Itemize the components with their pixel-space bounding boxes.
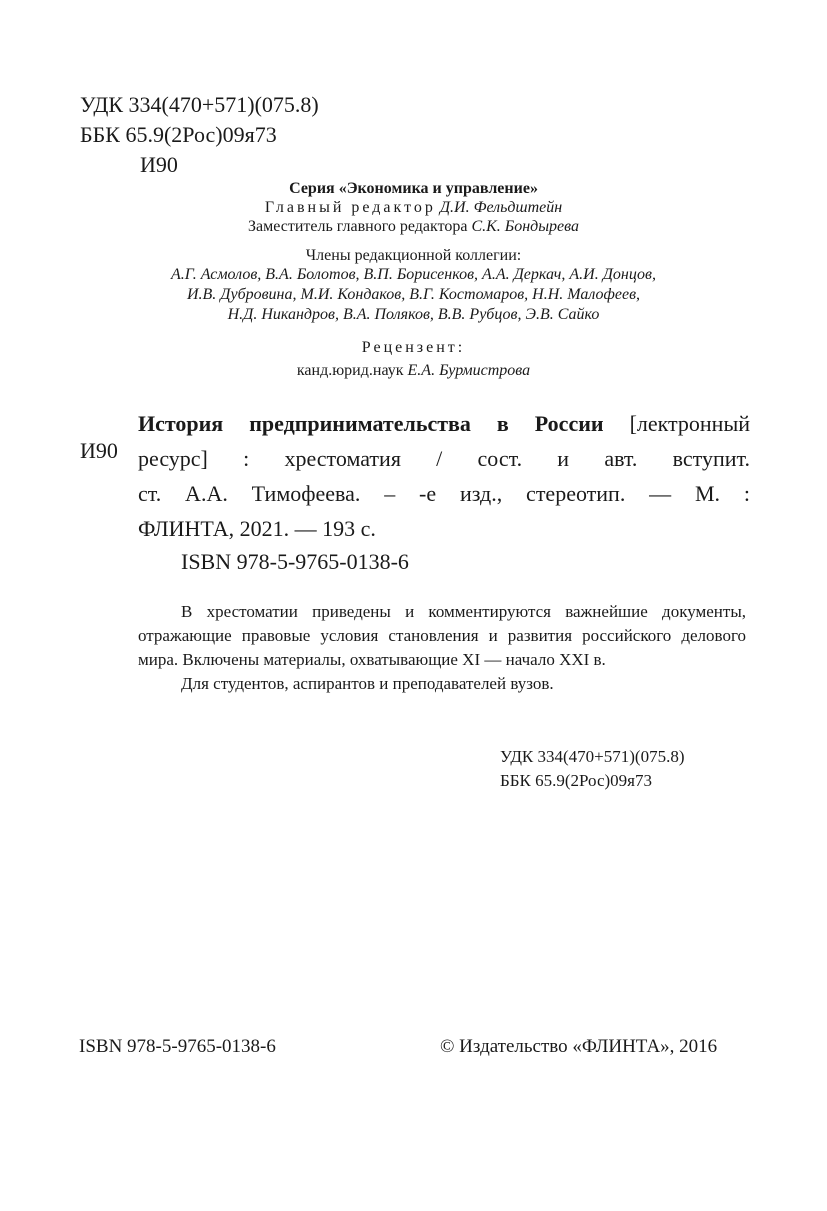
series-title: [0, 179, 827, 198]
reviewer-name: Е.А. Бурмистрова: [407, 362, 531, 379]
series-name: Серия «Экономика и управление»: [289, 180, 538, 197]
reviewer-degree: канд.юрид.наук: [296, 362, 404, 379]
reviewer-line: [0, 361, 827, 380]
annotation-paragraph-2: Для студентов, аспирантов и преподавателей вузов.: [181, 674, 554, 693]
board-members-text: И.В. Дубровина, М.И. Кондаков, В.Г. Костомаров, Н.Н. Малофеев,: [186, 286, 641, 303]
catalog-line-1: [138, 406, 750, 441]
chief-editor-label: Главный редактор: [264, 199, 436, 216]
catalog-isbn: ISBN 978-5-9765-0138-6: [181, 549, 409, 574]
catalog-entry: [138, 406, 750, 546]
author-sign: И90: [140, 152, 178, 177]
catalog-line-3: ст. А.А. Тимофеева. – -е изд., стереотип. — М. :: [138, 481, 750, 506]
footer-copyright: © Издательство «ФЛИНТА», 2016: [440, 1036, 718, 1057]
book-title: История предпринимательства в России: [138, 411, 604, 436]
catalog-author-sign: И90: [80, 438, 118, 463]
deputy-editor-name: С.К. Бондырева: [471, 218, 579, 235]
footer-isbn: ISBN 978-5-9765-0138-6: [79, 1036, 276, 1057]
bottom-classification-codes: [500, 745, 685, 793]
bottom-bbk-code: ББК 65.9(2Рос)09я73: [500, 771, 653, 790]
board-members-text: А.Г. Асмолов, В.А. Болотов, В.П. Борисенков, А.А. Деркач, А.И. Донцов,: [171, 266, 656, 283]
reviewer-label: [0, 338, 827, 357]
annotation-paragraph-1: В хрестоматии приведены и комментируются важнейшие документы, отражающие правовые условия становления и развития российского делового мира. Включены материалы, охватывающие XI — начало XXI в.: [138, 602, 746, 669]
catalog-line-2: ресурс] : хрестоматия / сост. и авт. вступит.: [138, 446, 750, 471]
board-members-line-1: [0, 265, 827, 284]
reviewer-label-text: Рецензент:: [361, 339, 466, 356]
deputy-editor-line: [0, 217, 827, 236]
chief-editor-name: Д.И. Фельдштейн: [439, 199, 563, 216]
catalog-line-1-rest: [лектронный: [629, 411, 751, 436]
udk-code: УДК 334(470+571)(075.8): [80, 92, 319, 117]
bottom-udk-code: УДК 334(470+571)(075.8): [500, 747, 685, 766]
deputy-editor-label: Заместитель главного редактора: [247, 218, 468, 235]
board-label: Члены редакционной коллегии:: [305, 247, 522, 264]
annotation: [138, 600, 746, 696]
bbk-code: ББК 65.9(2Рос)09я73: [80, 122, 277, 147]
chief-editor-line: [0, 198, 827, 217]
board-members-line-3: [0, 305, 827, 324]
board-members-text: Н.Д. Никандров, В.А. Поляков, В.В. Рубцов, Э.В. Сайко: [227, 306, 600, 323]
catalog-line-4: ФЛИНТА, 2021. — 193 с.: [138, 516, 376, 541]
top-classification-codes: [80, 90, 319, 180]
board-members-line-2: [0, 285, 827, 304]
